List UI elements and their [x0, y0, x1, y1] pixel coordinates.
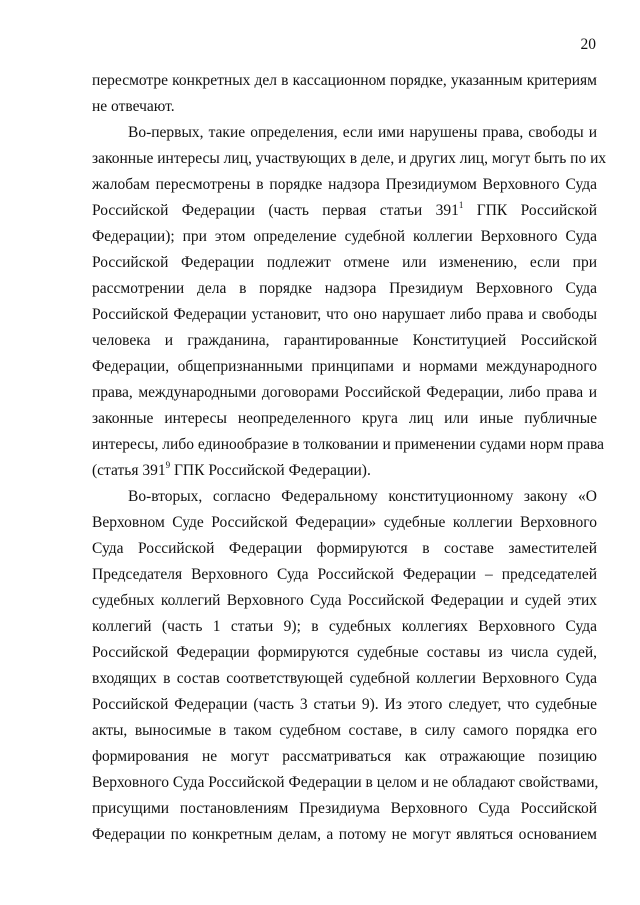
text-line: законные интересы неопределенного круга лиц или иные публичные — [92, 410, 597, 427]
text-line: не отвечают. — [92, 98, 175, 115]
text-line: рассмотрении дела в порядке надзора Президиум Верховного Суда — [92, 280, 597, 297]
text-line: Российской Федерации установит, что оно нарушает либо права и свободы — [92, 306, 597, 323]
text-line: жалобам пересмотрены в порядке надзора Президиумом Верховного Суда — [92, 176, 597, 193]
text-line: интересы, либо единообразие в толковании и применении судами норм права — [92, 436, 604, 453]
text-fragment: ГПК Российской Федерации). — [170, 462, 371, 479]
text-fragment: (статья 391 — [92, 462, 166, 479]
text-line-with-superscript — [92, 198, 597, 224]
text-line: законные интересы лиц, участвующих в деле, и других лиц, могут быть по их — [92, 150, 607, 167]
text-line: пересмотре конкретных дел в кассационном порядке, указанным критериям — [92, 72, 597, 89]
text-line: Российской Федерации подлежит отмене или изменению, если при — [92, 254, 597, 271]
text-line: судебных коллегий Верховного Суда Российской Федерации и судей этих — [92, 592, 597, 609]
superscript: 9 — [165, 459, 171, 470]
text-line: входящих в состав соответствующей судебной коллегии Верховного Суда — [92, 670, 597, 687]
superscript: 1 — [458, 199, 464, 210]
text-line: акты, выносимые в таком судебном составе, в силу самого порядка его — [92, 722, 597, 739]
text-line: Федерации); при этом определение судебной коллегии Верховного Суда — [92, 228, 597, 245]
text-line: Российской Федерации формируются судебные составы из числа судей, — [92, 644, 597, 661]
text-line-with-superscript — [92, 458, 597, 484]
text-line: Федерации, общепризнанными принципами и нормами международного — [92, 358, 597, 375]
page-number: 20 — [580, 36, 596, 53]
text-line: присущими постановлениям Президиума Верховного Суда Российской — [92, 800, 597, 817]
text-fragment: Российской Федерации (часть первая статьи 391 — [92, 202, 459, 219]
text-line: человека и гражданина, гарантированные Конституцией Российской — [92, 332, 597, 349]
text-line: Суда Российской Федерации формируются в составе заместителей — [92, 540, 597, 557]
text-line: Верховного Суда Российской Федерации в целом и не обладают свойствами, — [92, 774, 599, 791]
paragraph-first-line: Во-первых, такие определения, если ими нарушены права, свободы и — [128, 124, 597, 141]
text-line: Верховном Суде Российской Федерации» судебные коллегии Верховного — [92, 514, 597, 531]
text-line: Председателя Верховного Суда Российской Федерации – председателей — [92, 566, 597, 583]
text-line: Российской Федерации (часть 3 статьи 9). Из этого следует, что судебные — [92, 696, 597, 713]
text-fragment: ГПК Российской — [463, 202, 597, 219]
text-line: коллегий (часть 1 статьи 9); в судебных коллегиях Верховного Суда — [92, 618, 597, 635]
text-line: формирования не могут рассматриваться как отражающие позицию — [92, 748, 597, 765]
text-line: права, международными договорами Российской Федерации, либо права и — [92, 384, 597, 401]
paragraph-first-line: Во-вторых, согласно Федеральному конституционному закону «О — [128, 488, 597, 505]
text-line: Федерации по конкретным делам, а потому не могут являться основанием — [92, 826, 597, 843]
body-text — [92, 68, 607, 848]
